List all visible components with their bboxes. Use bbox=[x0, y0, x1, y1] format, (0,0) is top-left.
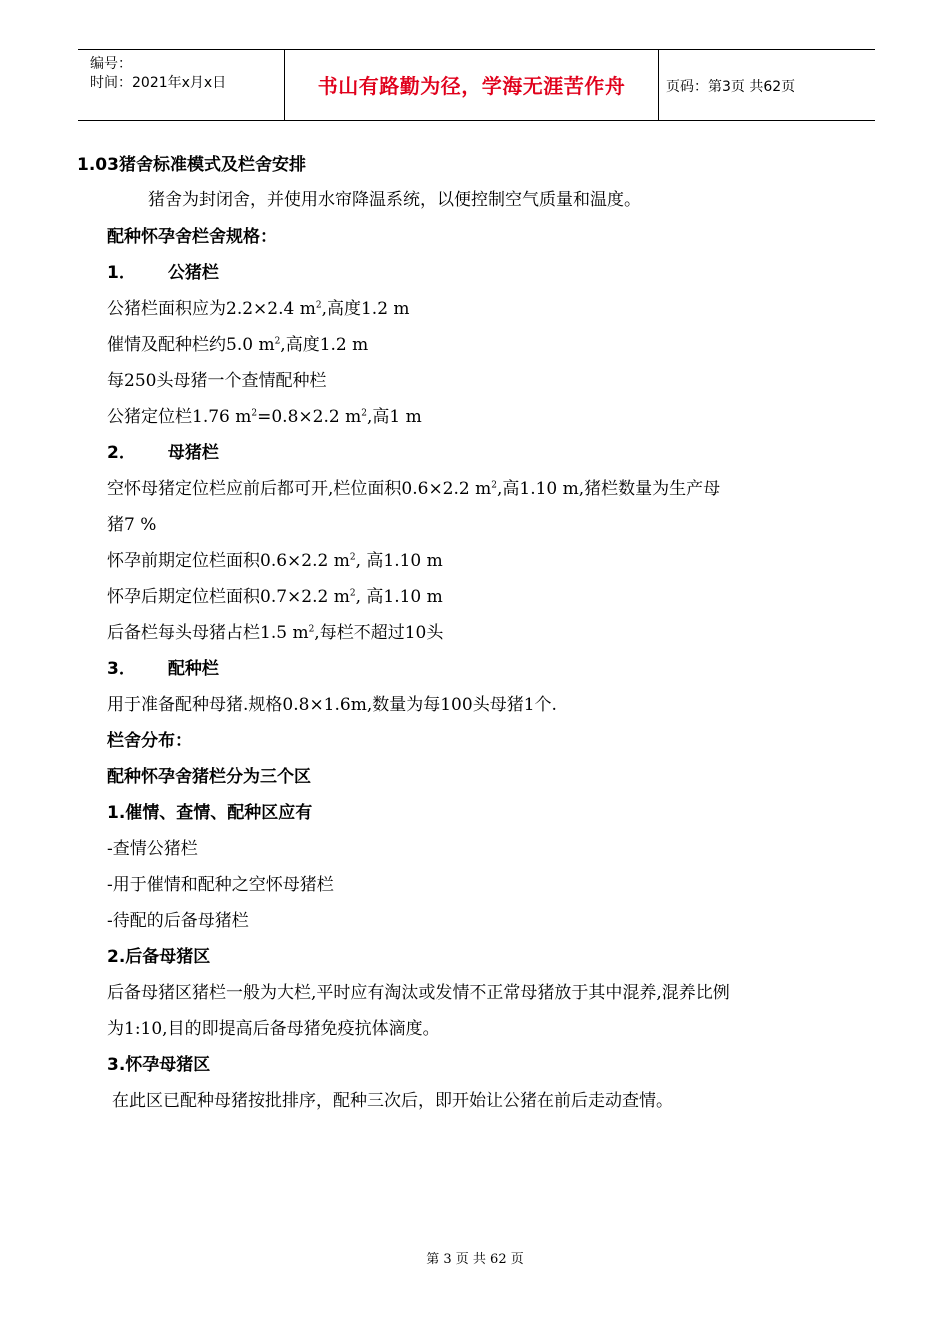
boar-pen-line-4: 公猪定位栏1.76 $m^2=0.8\times 2.2$ $m^2$,高1 m bbox=[107, 407, 422, 427]
sow-pen-line-3: 怀孕后期定位栏面积0.7×2.2 $m^2$, 高1.10 m bbox=[107, 587, 443, 607]
sow-pen-line-1: 空怀母猪定位栏应前后都可开,栏位面积0.6×2.2 $m^2$,高1.10 m,猪栏数量为生产母 bbox=[107, 479, 721, 499]
zone3-title: 3.怀孕母猪区 bbox=[107, 1055, 211, 1075]
zone3-line: 在此区已配种母猪按批排序，配种三次后，即开始让公猪在前后走动查情。 bbox=[112, 1091, 673, 1111]
zone1-item: -待配的后备母猪栏 bbox=[107, 911, 249, 931]
zone1-title: 1.催情、查情、配种区应有 bbox=[107, 803, 313, 823]
boar-pen-line-2: 催情及配种栏约5.0 $m^2$,高度1.2 m bbox=[107, 335, 369, 355]
boar-pen-line-3: 每250头母猪一个查情配种栏 bbox=[107, 371, 327, 391]
motto-text: 书山有路勤为径，学海无涯苦作舟 bbox=[317, 74, 626, 98]
boar-pen-number: 1． bbox=[107, 263, 136, 283]
spec-heading: 配种怀孕舍栏舍规格： bbox=[107, 227, 277, 247]
boar-pen-heading bbox=[107, 258, 219, 283]
breeding-pen-heading bbox=[107, 654, 219, 679]
zone2-title: 2.后备母猪区 bbox=[107, 947, 211, 967]
breeding-pen-line: 用于准备配种母猪.规格0.8×1.6m,数量为每100头母猪1个. bbox=[107, 695, 557, 715]
sow-pen-line-2: 怀孕前期定位栏面积0.6×2.2 $m^2$, 高1.10 m bbox=[107, 551, 443, 571]
sow-pen-number: 2． bbox=[107, 443, 136, 463]
page-header bbox=[78, 49, 875, 121]
breeding-pen-title: 配种栏 bbox=[167, 659, 219, 679]
breeding-pen-number: 3． bbox=[107, 659, 136, 679]
zone2-line-1: 后备母猪区猪栏一般为大栏,平时应有淘汰或发情不正常母猪放于其中混养,混养比例 bbox=[107, 983, 730, 1003]
header-motto-cell bbox=[284, 50, 659, 120]
page-footer: 第 3 页 共 62 页 bbox=[426, 1252, 524, 1267]
zones-heading: 配种怀孕舍猪栏分为三个区 bbox=[107, 767, 311, 787]
section-title: 1.03猪舍标准模式及栏舍安排 bbox=[77, 155, 306, 175]
boar-pen-title: 公猪栏 bbox=[167, 263, 219, 283]
zone2-line-2: 为1:10,目的即提高后备母猪免疫抗体滴度。 bbox=[107, 1019, 440, 1039]
boar-pen-line-1: 公猪栏面积应为2.2×2.4 $m^2$,高度1.2 m bbox=[107, 299, 410, 319]
intro-paragraph: 猪舍为封闭舍，并使用水帘降温系统，以便控制空气质量和温度。 bbox=[148, 190, 641, 210]
sow-pen-line-4: 后备栏每头母猪占栏1.5 $m^2$,每栏不超过10头 bbox=[107, 623, 444, 643]
doc-time-label: 时间：2021年x月x日 bbox=[90, 75, 227, 91]
header-info-cell bbox=[78, 50, 284, 120]
header-page-number: 页码：第3页 共62页 bbox=[666, 79, 796, 95]
header-page-cell bbox=[658, 50, 875, 120]
doc-id-label: 编号： bbox=[90, 56, 132, 72]
sow-pen-line-1-cont: 猪7 % bbox=[107, 515, 157, 535]
zone1-item: -用于催情和配种之空怀母猪栏 bbox=[107, 875, 334, 895]
zone1-item: -查情公猪栏 bbox=[107, 839, 198, 859]
sow-pen-title: 母猪栏 bbox=[167, 443, 219, 463]
layout-heading: 栏舍分布： bbox=[107, 731, 192, 751]
sow-pen-heading bbox=[107, 438, 219, 463]
